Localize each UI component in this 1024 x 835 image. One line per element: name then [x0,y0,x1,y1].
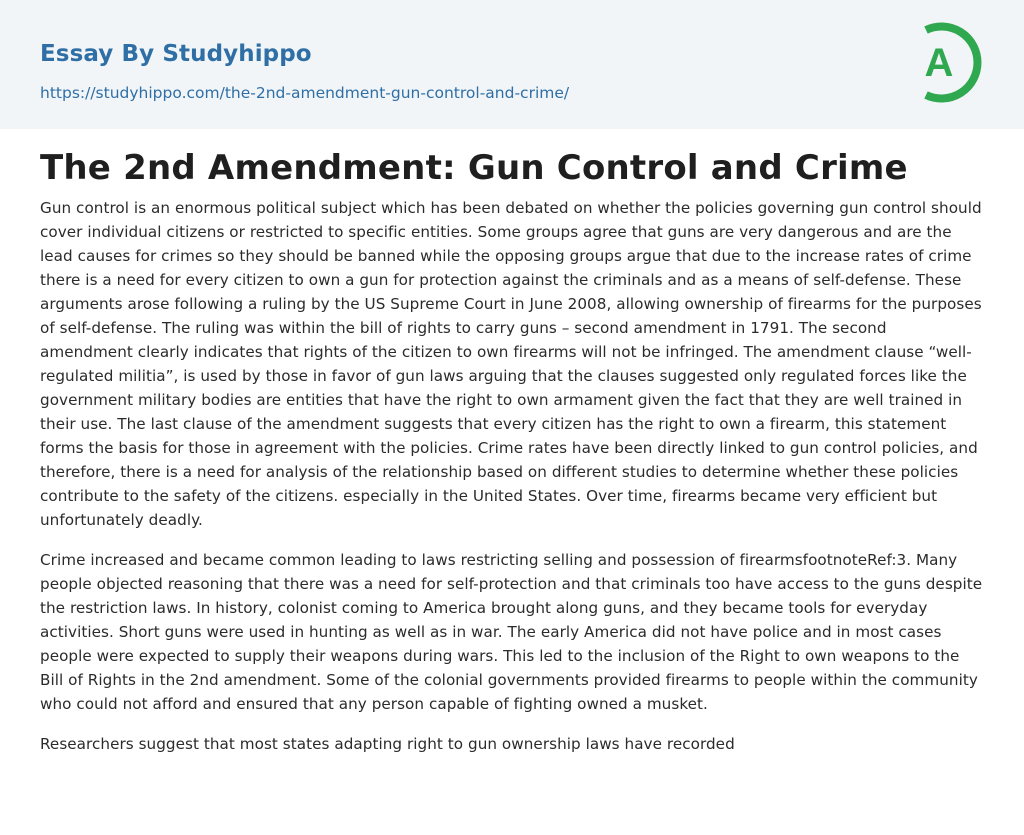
logo-letter: A [924,41,954,85]
essay-content [40,144,984,772]
site-header [0,0,1024,129]
brand-title[interactable]: Essay By Studyhippo [40,41,312,67]
studyhippo-logo-icon[interactable] [912,20,986,105]
essay-paragraph: Crime increased and became common leading to laws restricting selling and possession of firearmsfootnoteRef:3. Many people objected reasoning that there was a need for self-protection and that criminals too have access to the guns despite the restriction laws. In history, colonist coming to America brought along guns, and they became tools for everyday activities. Short guns were used in hunting as well as in war. The early America did not have police and in most cases people were expected to supply their weapons during wars. This led to the inclusion of the Right to own weapons to the Bill of Rights in the 2nd amendment. Some of the colonial governments provided firearms to people within the community who could not afford and ensured that any person capable of fighting owned a musket. [40,551,983,713]
essay-body [40,196,984,756]
essay-title: The 2nd Amendment: Gun Control and Crime [40,148,908,188]
essay-paragraph: Gun control is an enormous political subject which has been debated on whether the policies governing gun control should cover individual citizens or restricted to specific entities. Some groups agree that guns are very dangerous and are the lead causes for crimes so they should be banned while the opposing groups argue that due to the increase rates of crime there is a need for every citizen to own a gun for protection against the criminals and as a means of self-defense. These arguments arose following a ruling by the US Supreme Court in June 2008, allowing ownership of firearms for the purposes of self-defense. The ruling was within the bill of rights to carry guns – second amendment in 1791. The second amendment clearly indicates that rights of the citizen to own firearms will not be infringed. The amendment clause “well-regulated militia”, is used by those in favor of gun laws arguing that the clauses suggested only regulated forces like the government military bodies are entities that have the right to own armament given the fact that they are well trained in their use. The last clause of the amendment suggests that every citizen has the right to own a firearm, this statement forms the basis for those in agreement with the policies. Crime rates have been directly linked to gun control policies, and therefore, there is a need for analysis of the relationship based on different studies to determine whether these policies contribute to the safety of the citizens. especially in the United States. Over time, firearms became very efficient but unfortunately deadly. [40,199,982,529]
essay-paragraph: Researchers suggest that most states adapting right to gun ownership laws have recorded [40,735,735,753]
source-url-link[interactable]: https://studyhippo.com/the-2nd-amendment-gun-control-and-crime/ [40,84,570,102]
